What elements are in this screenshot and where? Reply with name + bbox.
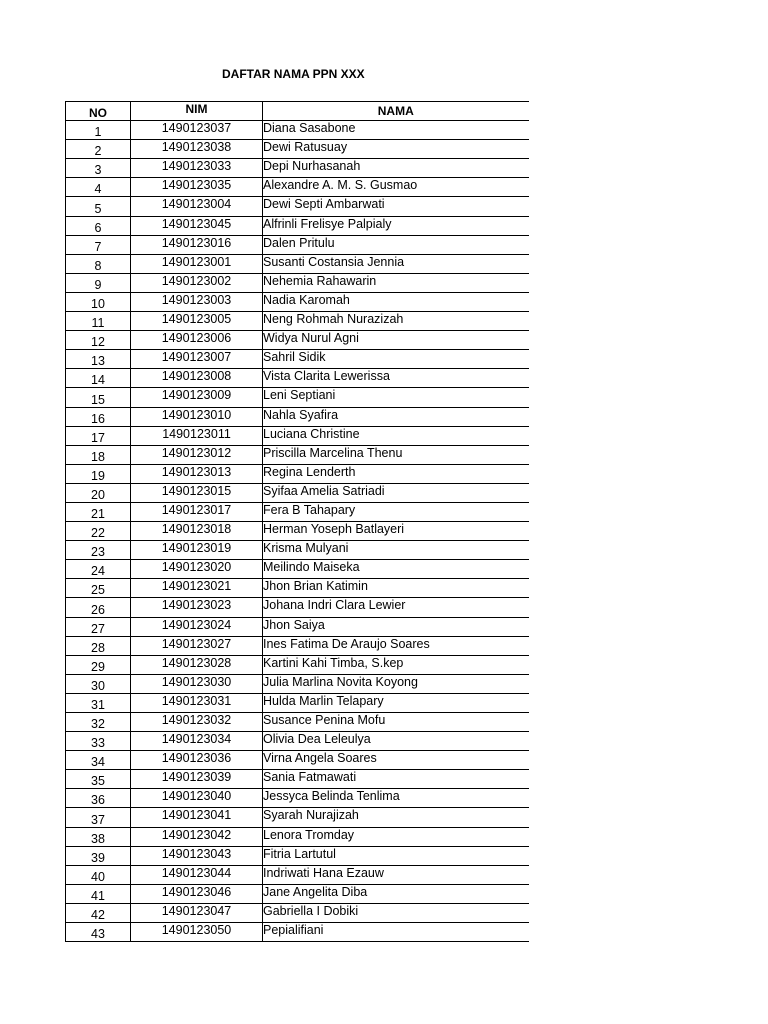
table-row [66,292,529,311]
name-cell: Luciana Christine [263,426,529,445]
nim-cell: 1490123035 [131,178,263,197]
nim-cell: 1490123027 [131,636,263,655]
table-row [66,273,529,292]
row-number-cell: 1 [66,121,131,140]
name-cell: Ines Fatima De Araujo Soares [263,636,529,655]
row-number-cell: 20 [66,483,131,502]
row-number-cell: 3 [66,159,131,178]
nim-cell: 1490123005 [131,312,263,331]
row-number-cell: 41 [66,884,131,903]
column-header-nim: NIM [131,102,263,121]
table-row [66,445,529,464]
name-cell: Susanti Costansia Jennia [263,254,529,273]
name-cell: Alfrinli Frelisye Palpialy [263,216,529,235]
nim-cell: 1490123012 [131,445,263,464]
nim-cell: 1490123003 [131,292,263,311]
name-cell: Jessyca Belinda Tenlima [263,789,529,808]
nim-cell: 1490123016 [131,235,263,254]
name-cell: Johana Indri Clara Lewier [263,598,529,617]
name-cell: Diana Sasabone [263,121,529,140]
table-row [66,713,529,732]
row-number-cell: 35 [66,770,131,789]
name-cell: Fitria Lartutul [263,846,529,865]
table-row [66,178,529,197]
name-cell: Regina Lenderth [263,464,529,483]
row-number-cell: 9 [66,273,131,292]
table-row [66,674,529,693]
nim-cell: 1490123039 [131,770,263,789]
nim-cell: 1490123007 [131,350,263,369]
nim-cell: 1490123004 [131,197,263,216]
table-row [66,903,529,922]
row-number-cell: 21 [66,502,131,521]
nim-cell: 1490123041 [131,808,263,827]
row-number-cell: 8 [66,254,131,273]
page-title: DAFTAR NAMA PPN XXX [222,67,365,81]
name-cell: Olivia Dea Leleulya [263,732,529,751]
row-number-cell: 7 [66,235,131,254]
name-cell: Meilindo Maiseka [263,560,529,579]
name-cell: Dalen Pritulu [263,235,529,254]
name-cell: Jhon Saiya [263,617,529,636]
name-cell: Widya Nurul Agni [263,331,529,350]
name-cell: Syifaa Amelia Satriadi [263,483,529,502]
nim-cell: 1490123030 [131,674,263,693]
nim-cell: 1490123023 [131,598,263,617]
table-row [66,464,529,483]
row-number-cell: 26 [66,598,131,617]
table-row [66,598,529,617]
nim-cell: 1490123042 [131,827,263,846]
name-cell: Hulda Marlin Telapary [263,693,529,712]
table-row [66,655,529,674]
row-number-cell: 43 [66,923,131,942]
nim-cell: 1490123013 [131,464,263,483]
row-number-cell: 32 [66,713,131,732]
nim-cell: 1490123038 [131,140,263,159]
nim-cell: 1490123034 [131,732,263,751]
name-list-table [65,101,529,942]
row-number-cell: 24 [66,560,131,579]
name-cell: Nahla Syafira [263,407,529,426]
nim-cell: 1490123015 [131,483,263,502]
name-cell: Jane Angelita Diba [263,884,529,903]
nim-cell: 1490123040 [131,789,263,808]
table-row [66,617,529,636]
table-row [66,388,529,407]
table-row [66,808,529,827]
nim-cell: 1490123028 [131,655,263,674]
row-number-cell: 29 [66,655,131,674]
table-row [66,522,529,541]
table-row [66,121,529,140]
name-cell: Fera B Tahapary [263,502,529,521]
row-number-cell: 19 [66,464,131,483]
table-row [66,636,529,655]
nim-cell: 1490123050 [131,923,263,942]
name-cell: Dewi Ratusuay [263,140,529,159]
name-cell: Nadia Karomah [263,292,529,311]
column-header-nama: NAMA [263,102,529,121]
row-number-cell: 23 [66,541,131,560]
table-row [66,884,529,903]
table-row [66,751,529,770]
table-row [66,331,529,350]
name-cell: Dewi Septi Ambarwati [263,197,529,216]
name-cell: Alexandre A. M. S. Gusmao [263,178,529,197]
nim-cell: 1490123019 [131,541,263,560]
nim-cell: 1490123043 [131,846,263,865]
row-number-cell: 38 [66,827,131,846]
nim-cell: 1490123017 [131,502,263,521]
nim-cell: 1490123045 [131,216,263,235]
name-cell: Jhon Brian Katimin [263,579,529,598]
row-number-cell: 39 [66,846,131,865]
row-number-cell: 42 [66,903,131,922]
row-number-cell: 40 [66,865,131,884]
row-number-cell: 27 [66,617,131,636]
table-row [66,560,529,579]
name-cell: Julia Marlina Novita Koyong [263,674,529,693]
name-cell: Lenora Tromday [263,827,529,846]
table-row [66,923,529,942]
table-row [66,789,529,808]
table-row [66,426,529,445]
nim-cell: 1490123008 [131,369,263,388]
name-cell: Indriwati Hana Ezauw [263,865,529,884]
nim-cell: 1490123046 [131,884,263,903]
row-number-cell: 37 [66,808,131,827]
nim-cell: 1490123021 [131,579,263,598]
row-number-cell: 33 [66,732,131,751]
table-row [66,254,529,273]
row-number-cell: 30 [66,674,131,693]
nim-cell: 1490123020 [131,560,263,579]
nim-cell: 1490123001 [131,254,263,273]
nim-cell: 1490123033 [131,159,263,178]
nim-cell: 1490123032 [131,713,263,732]
table-row [66,541,529,560]
nim-cell: 1490123024 [131,617,263,636]
name-cell: Neng Rohmah Nurazizah [263,312,529,331]
name-cell: Virna Angela Soares [263,751,529,770]
table-row [66,502,529,521]
row-number-cell: 2 [66,140,131,159]
table-row [66,693,529,712]
nim-cell: 1490123036 [131,751,263,770]
name-cell: Syarah Nurajizah [263,808,529,827]
row-number-cell: 18 [66,445,131,464]
table-row [66,407,529,426]
nim-cell: 1490123006 [131,331,263,350]
name-cell: Leni Septiani [263,388,529,407]
table-row [66,827,529,846]
table-row [66,140,529,159]
row-number-cell: 6 [66,216,131,235]
name-cell: Krisma Mulyani [263,541,529,560]
row-number-cell: 22 [66,522,131,541]
table-row [66,579,529,598]
row-number-cell: 10 [66,292,131,311]
name-cell: Kartini Kahi Timba, S.kep [263,655,529,674]
row-number-cell: 34 [66,751,131,770]
table-row [66,312,529,331]
name-cell: Gabriella I Dobiki [263,903,529,922]
table-row [66,770,529,789]
table-row [66,216,529,235]
name-cell: Susance Penina Mofu [263,713,529,732]
name-cell: Nehemia Rahawarin [263,273,529,292]
row-number-cell: 16 [66,407,131,426]
nim-cell: 1490123009 [131,388,263,407]
row-number-cell: 12 [66,331,131,350]
name-cell: Sania Fatmawati [263,770,529,789]
nim-cell: 1490123011 [131,426,263,445]
nim-cell: 1490123010 [131,407,263,426]
table-row [66,483,529,502]
column-header-no: NO [66,102,131,121]
nim-cell: 1490123037 [131,121,263,140]
name-cell: Depi Nurhasanah [263,159,529,178]
table-row [66,865,529,884]
name-cell: Vista Clarita Lewerissa [263,369,529,388]
row-number-cell: 36 [66,789,131,808]
nim-cell: 1490123031 [131,693,263,712]
table-header-row [66,102,529,121]
table-row [66,369,529,388]
name-cell: Pepialifiani [263,923,529,942]
table-row [66,350,529,369]
row-number-cell: 17 [66,426,131,445]
name-cell: Sahril Sidik [263,350,529,369]
nim-cell: 1490123044 [131,865,263,884]
row-number-cell: 25 [66,579,131,598]
table-row [66,159,529,178]
row-number-cell: 4 [66,178,131,197]
row-number-cell: 13 [66,350,131,369]
nim-cell: 1490123047 [131,903,263,922]
table-row [66,732,529,751]
row-number-cell: 28 [66,636,131,655]
name-cell: Herman Yoseph Batlayeri [263,522,529,541]
table-row [66,197,529,216]
table-body [66,121,529,942]
table-row [66,846,529,865]
row-number-cell: 14 [66,369,131,388]
row-number-cell: 5 [66,197,131,216]
row-number-cell: 31 [66,693,131,712]
name-cell: Priscilla Marcelina Thenu [263,445,529,464]
nim-cell: 1490123018 [131,522,263,541]
row-number-cell: 11 [66,312,131,331]
nim-cell: 1490123002 [131,273,263,292]
row-number-cell: 15 [66,388,131,407]
table-row [66,235,529,254]
